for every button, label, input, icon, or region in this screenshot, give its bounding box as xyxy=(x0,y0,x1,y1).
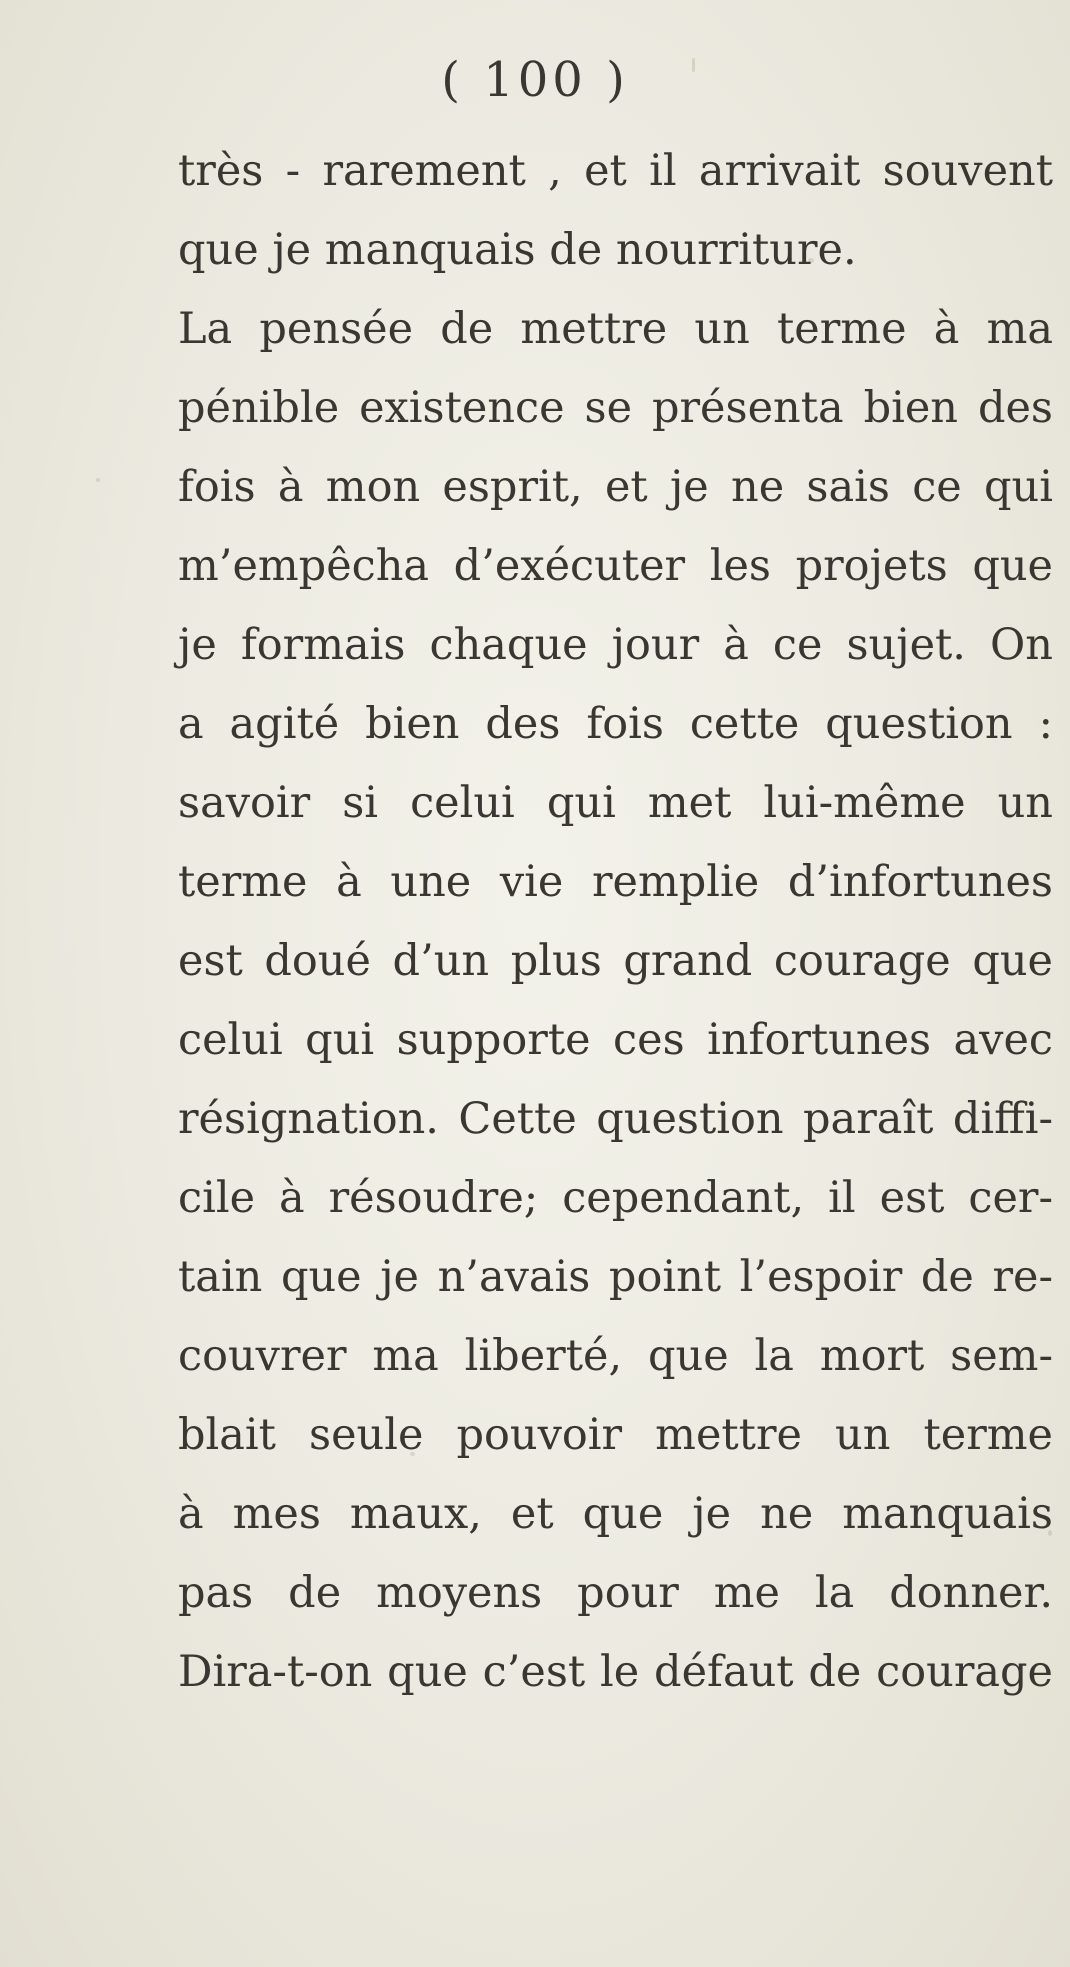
text-line: je formais chaque jour à ce sujet. On xyxy=(178,620,1053,670)
text-line: Dira-t-on que c’est le défaut de courage xyxy=(178,1647,1053,1697)
text-line: pénible existence se présenta bien des xyxy=(178,383,1053,433)
text-line: tain que je n’avais point l’espoir de re- xyxy=(178,1252,1053,1302)
text-line: La pensée de mettre un terme à ma xyxy=(178,304,1053,354)
body-text xyxy=(178,132,1053,1712)
text-line: celui qui supporte ces infortunes avec xyxy=(178,1015,1053,1065)
ink-spot xyxy=(96,478,100,482)
text-line: fois à mon esprit, et je ne sais ce qui xyxy=(178,462,1053,512)
text-line: m’empêcha d’exécuter les projets que xyxy=(178,541,1053,591)
text-line: couvrer ma liberté, que la mort sem- xyxy=(178,1331,1053,1381)
text-line: savoir si celui qui met lui-même un xyxy=(178,778,1053,828)
text-line: est doué d’un plus grand courage que xyxy=(178,936,1053,986)
text-line: à mes maux, et que je ne manquais xyxy=(178,1489,1053,1539)
text-line: très - rarement , et il arrivait souvent xyxy=(178,146,1053,196)
text-line: terme à une vie remplie d’infortunes xyxy=(178,857,1053,907)
page-number: ( 100 ) xyxy=(441,52,629,108)
text-line: que je manquais de nourriture. xyxy=(178,225,857,275)
text-line: a agité bien des fois cette question : xyxy=(178,699,1053,749)
text-line: pas de moyens pour me la donner. xyxy=(178,1568,1053,1618)
text-line: cile à résoudre; cependant, il est cer- xyxy=(178,1173,1053,1223)
text-line: résignation. Cette question paraît diffi- xyxy=(178,1094,1053,1144)
text-line: blait seule pouvoir mettre un terme xyxy=(178,1410,1053,1460)
